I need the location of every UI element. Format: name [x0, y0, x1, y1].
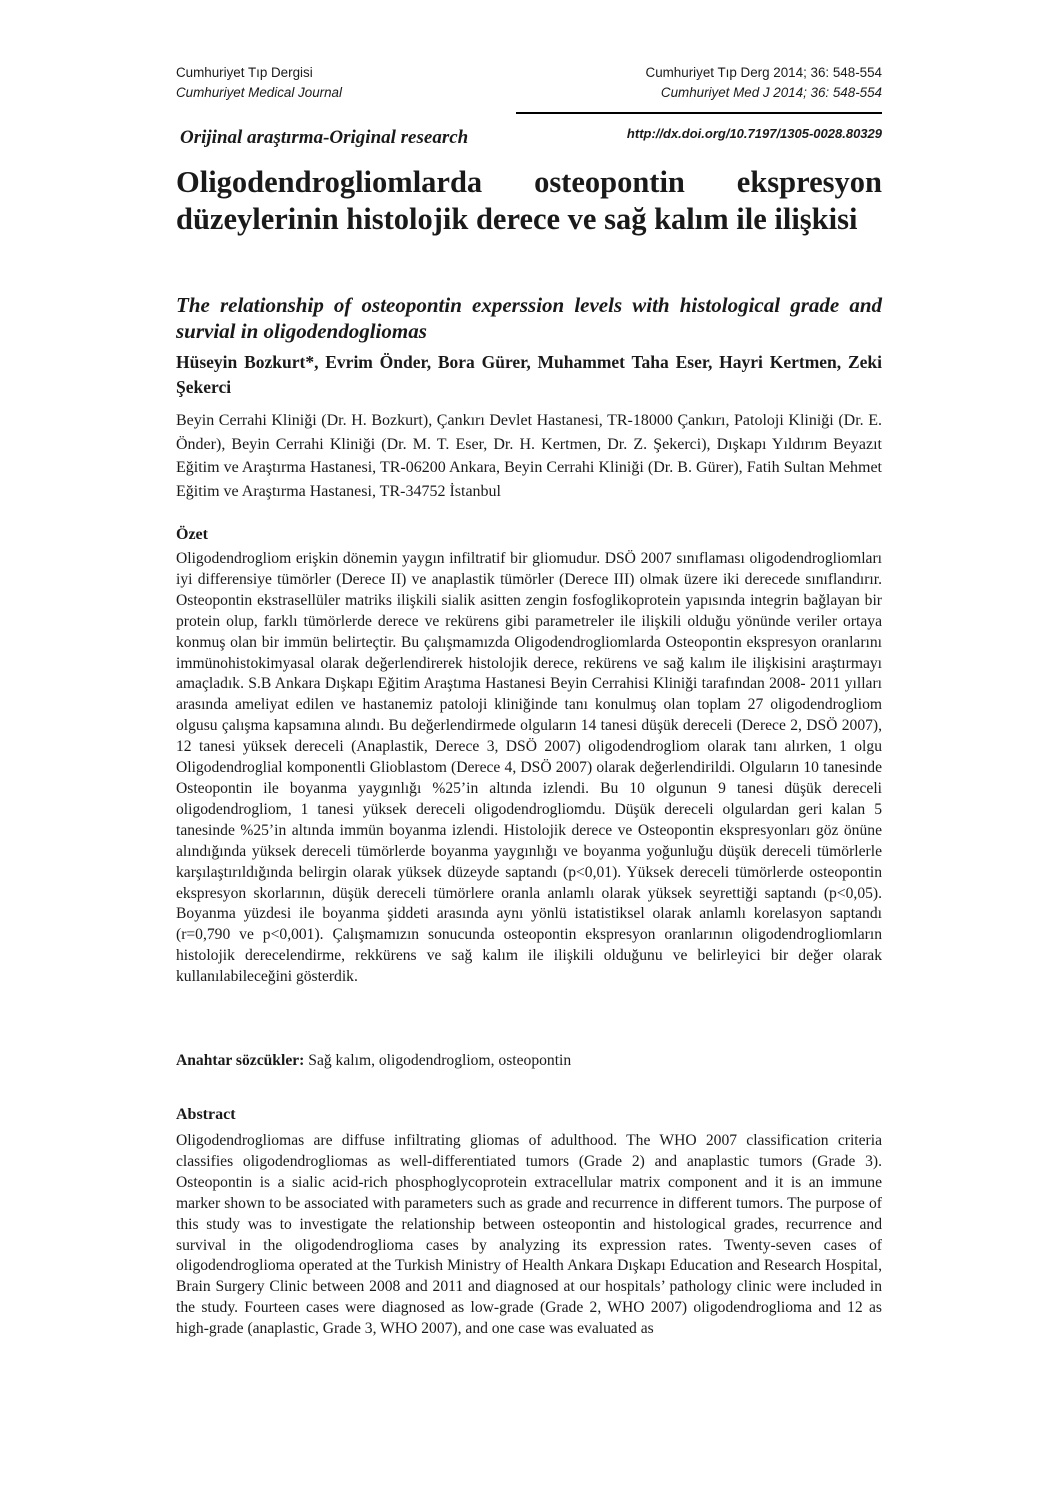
keywords-tr: [176, 1052, 882, 1070]
keywords-label: Anahtar sözcükler:: [176, 1052, 305, 1069]
header-rule: [516, 112, 882, 114]
keywords-text: Sağ kalım, oligodendrogliom, osteopontin: [308, 1052, 572, 1069]
article-title-tr: Oligodendrogliomlarda osteopontin ekspresyon düzeylerinin histolojik derece ve sağ kalım ile ilişkisi: [176, 165, 882, 236]
author-list: Hüseyin Bozkurt*, Evrim Önder, Bora Gürer, Muhammet Taha Eser, Hayri Kertmen, Zeki Şekerci: [176, 352, 882, 397]
ozet-body: Oligodendrogliom erişkin dönemin yaygın infiltratif bir gliomudur. DSÖ 2007 sınıflaması oligodendrogliomları iyi differensiye tümörler (Derece II) ve anaplastik tümörler (Derece III) olmak üzere iki derecede sınıflandırır. Osteopontin ekstrasellüler matriks ilişkili sialik asitten zengin fosfoglikoprotein yapısında integrin bağlayan bir protein olup, farklı tümörlerde derece ve rekürens gibi parametreler ile ilişkili olduğu yönünde veriler ortaya konmuş olan bir immün belirteçtir. Bu çalışmamızda Oligodendrogliomlarda Osteopontin ekspresyon oranlarını immünohistokimyasal olarak değerlendirerek histolojik derece, rekürens ve sağ kalım ile ilişkisini araştırmayı amaçladık. S.B Ankara Dışkapı Eğitim Araştıma Hastanesi Beyin Cerrahisi Kliniği tarafından 2008- 2011 yılları arasında ameliyat edilen ve hastanemiz patoloji kliniğinde tanı konulmuş olan toplam 27 oligodendrogliom olgusu çalışma kapsamına alındı. Bu değerlendirmede olguların 14 tanesi düşük dereceli (Derece 2, DSÖ 2007), 12 tanesi yüksek dereceli (Anaplastik, Derece 3, DSÖ 2007) oligodendrogliom olarak tanı alırken, 1 olgu Oligodendroglial komponentli Glioblastom (Derece 4, DSÖ 2007) olarak değerlendirildi. Olguların 10 tanesinde Osteopontin ile boyanma yaygınlığı %25’in altında izlendi. Bu 10 olgunun 9 tanesi düşük dereceli oligodendrogliom, 1 tanesi yüksek dereceli oligodendrogliomdu. Düşük dereceli olgulardan geri kalan 5 tanesinde %25’in altında immün boyanma izlendi. Histolojik derece ve Osteopontin ekspresyonları göz önüne alındığında yüksek dereceli tümörlerde boyanma yaygınlığı ve boyanma yoğunluğu düşük dereceli tümörlerle karşılaştırıldığında belirgin olarak yüksek düzeyde saptandı (p<0,01). Yüksek dereceli tümörlerde osteopontin ekspresyon skorlarının, düşük dereceli tümörlere oranla anlamlı olarak yüksek seyrettiği saptandı (p<0,05). Boyanma yüzdesi ile boyanma şiddeti arasında aynı yönlü istatistiksel olarak anlamlı korelasyon saptandı (r=0,790 ve p<0,001). Çalışmamızın sonucunda osteopontin ekspresyon oranlarının oligodendrogliomların histolojik derecelendirme, rekkürens ve sağ kalım ile ilişkili olduğunu ve belirleyici bir değer olarak kullanılabileceğini gösterdik.: [176, 550, 882, 986]
ozet-heading: Özet: [176, 526, 208, 543]
citation-tr: Cumhuriyet Tıp Derg 2014; 36: 548-554: [645, 65, 882, 80]
abstract-body: Oligodendrogliomas are diffuse infiltrating gliomas of adulthood. The WHO 2007 classification criteria classifies oligodendrogliomas as well-differentiated tumors (Grade 2) and anaplastic tumors (Grade 3). Osteopontin is a sialic acid-rich phosphoglycoprotein extracellular matrix component and it is an immune marker shown to be associated with parameters such as grade and recurrence in different tumors. The purpose of this study was to investigate the relationship between osteopontin and histological grades, recurrence and survival in the oligodendroglioma cases by analyzing its expression rates. Twenty-seven cases of oligodendroglioma operated at the Turkish Ministry of Health Ankara Dışkapı Education and Research Hospital, Brain Surgery Clinic between 2008 and 2011 and diagnosed at our hospitals’ pathology clinic were included in the study. Fourteen cases were diagnosed as low-grade (Grade 2, WHO 2007) oligodendroglioma and 12 as high-grade (anaplastic, Grade 3, WHO 2007), and one case was evaluated as: [176, 1132, 882, 1338]
abstract-heading: Abstract: [176, 1106, 236, 1123]
journal-name-en: Cumhuriyet Medical Journal: [176, 85, 342, 100]
article-title-en: The relationship of osteopontin experssion levels with histological grade and survial in oligodendogliomas: [176, 293, 882, 343]
article-type: Orijinal araştırma-Original research: [180, 127, 469, 148]
journal-name-tr: Cumhuriyet Tıp Dergisi: [176, 65, 313, 80]
citation-en: Cumhuriyet Med J 2014; 36: 548-554: [660, 85, 882, 100]
affiliations: Beyin Cerrahi Kliniği (Dr. H. Bozkurt), Çankırı Devlet Hastanesi, TR-18000 Çankırı, Patoloji Kliniği (Dr. E. Önder), Beyin Cerrahi Kliniği (Dr. M. T. Eser, Dr. H. Kertmen, Dr. Z. Şekerci), Dışkapı Yıldırım Beyazıt Eğitim ve Araştırma Hastanesi, TR-06200 Ankara, Beyin Cerrahi Kliniği (Dr. B. Gürer), Fatih Sultan Mehmet Eğitim ve Araştırma Hastanesi, TR-34752 İstanbul: [176, 412, 882, 500]
doi-link[interactable]: http://dx.doi.org/10.7197/1305-0028.80329: [626, 126, 882, 141]
